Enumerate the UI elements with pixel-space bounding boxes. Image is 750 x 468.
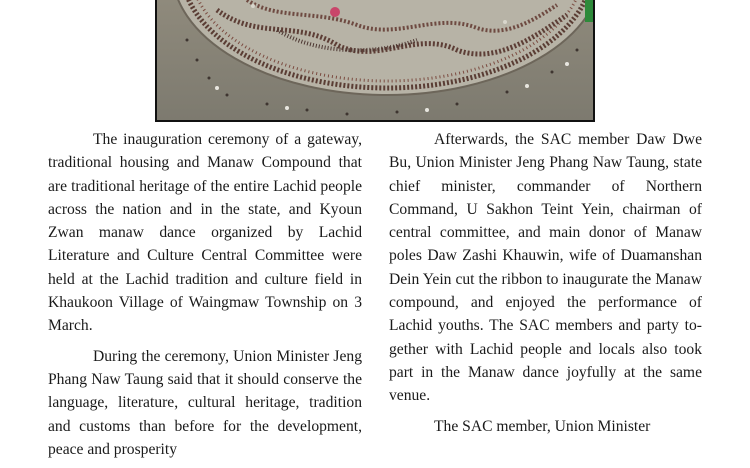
paragraph: The inauguration ceremony of a gateway, traditional housing and Manaw Compound that are traditional heritage of the entire Lachid people across the nation and in the state, and Kyoun Zwan manaw dance organized by Lachid Literature and Culture Central Committee were held at the Lachid tradition and culture field in Khaukoon Village of Waingmaw Township on 3 March. xyxy=(48,131,362,335)
article-left-column xyxy=(48,128,362,468)
article-photo xyxy=(155,0,595,122)
paragraph: Afterwards, the SAC member Daw Dwe Bu, Union Minister Jeng Phang Naw Taung, state chief minister, commander of Northern Command, U Sakhon Teint Yein, chairman of central committee, and main donor of Manaw poles Daw Zashi Khauwin, wife of Duamanshan Dein Yein cut the ribbon to inaugurate the Manaw compound, and enjoyed the performance of Lachid youths. The SAC members and party together with Lachid people and locals also took part in the Manaw dance joyfully at the same venue. xyxy=(389,131,702,405)
aerial-crowd-photo-icon xyxy=(157,0,595,122)
paragraph: The SAC member, Union Minister xyxy=(434,417,651,435)
paragraph: During the ceremony, Union Minister Jeng Phang Naw Taung said that it should conserve the language, literature, cultural heritage, tradition and customs than before for the development, peace and prosperity xyxy=(48,347,362,458)
article-right-column xyxy=(389,128,702,445)
